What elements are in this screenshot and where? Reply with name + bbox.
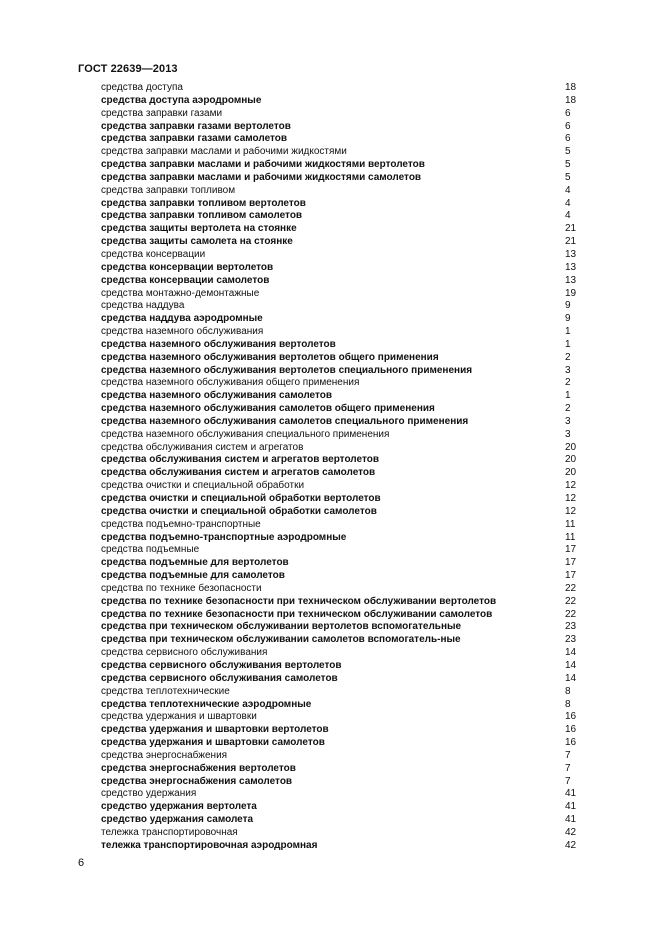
index-term: средства подъемно-транспортные аэродромные	[101, 531, 347, 543]
index-entry	[101, 480, 581, 493]
index-page-ref: 4	[565, 197, 571, 209]
index-term: средства заправки топливом самолетов	[101, 210, 303, 222]
index-page-ref: 16	[565, 737, 577, 749]
index-term: средства заправки маслами и рабочими жидкостями вертолетов	[101, 159, 425, 171]
index-term: средства подъемные для самолетов	[101, 570, 285, 582]
index-entry	[101, 634, 581, 647]
index-entry	[101, 159, 581, 172]
index-entry	[101, 467, 581, 480]
index-term: средства консервации самолетов	[101, 274, 270, 286]
index-entry	[101, 493, 581, 506]
index-entry	[101, 544, 581, 557]
index-page-ref: 7	[565, 749, 571, 761]
index-entry	[101, 288, 581, 301]
index-entry	[101, 210, 581, 223]
index-entry	[101, 429, 581, 442]
index-page-ref: 41	[565, 788, 577, 800]
index-entry	[101, 121, 581, 134]
index-entry	[101, 300, 581, 313]
index-entry	[101, 840, 581, 853]
index-entry	[101, 249, 581, 262]
index-entry	[101, 801, 581, 814]
index-term: средства наземного обслуживания вертолетов общего применения	[101, 351, 439, 363]
index-entry	[101, 172, 581, 185]
index-term: средства консервации вертолетов	[101, 261, 274, 273]
index-term: средства сервисного обслуживания	[101, 647, 268, 659]
index-entry	[101, 416, 581, 429]
index-entry	[101, 352, 581, 365]
index-page-ref: 14	[565, 672, 577, 684]
index-page-ref: 23	[565, 621, 577, 633]
index-term: средства теплотехнические аэродромные	[101, 698, 312, 710]
index-page-ref: 19	[565, 287, 577, 299]
index-entry	[101, 262, 581, 275]
index-term: средство удержания самолета	[101, 814, 254, 826]
document-header: ГОСТ 22639—2013	[78, 63, 178, 75]
index-term: средства удержания и швартовки вертолетов	[101, 724, 329, 736]
index-page-ref: 3	[565, 415, 571, 427]
index-term: средства подъемные для вертолетов	[101, 557, 289, 569]
index-entry	[101, 95, 581, 108]
index-term: средства сервисного обслуживания вертолетов	[101, 659, 342, 671]
index-entry	[101, 647, 581, 660]
index-entry	[101, 737, 581, 750]
index-page-ref: 42	[565, 839, 577, 851]
index-page-ref: 4	[565, 210, 571, 222]
index-term: средства монтажно-демонтажные	[101, 287, 260, 299]
index-term: средства доступа аэродромные	[101, 94, 262, 106]
index-page-ref: 12	[565, 493, 577, 504]
index-page-ref: 22	[565, 595, 577, 607]
index-entry	[101, 198, 581, 211]
index-term: средства заправки топливом вертолетов	[101, 197, 306, 209]
index-entry	[101, 583, 581, 596]
index-term: средства заправки газами	[101, 107, 223, 119]
index-page-ref: 21	[565, 236, 577, 248]
index-page-ref: 21	[565, 223, 577, 235]
index-page-ref: 6	[565, 120, 571, 132]
index-page-ref: 5	[565, 171, 571, 183]
index-page-ref: 14	[565, 659, 577, 671]
index-page-ref: 16	[565, 711, 577, 723]
index-term: средства очистки и специальной обработки самолетов	[101, 505, 377, 517]
index-term: средства заправки маслами и рабочими жидкостями самолетов	[101, 171, 422, 183]
index-entry	[101, 596, 581, 609]
index-entry	[101, 223, 581, 236]
index-page-ref: 9	[565, 313, 571, 325]
index-entry	[101, 403, 581, 416]
index-entry	[101, 724, 581, 737]
index-page-ref: 18	[565, 94, 577, 106]
index-page-ref: 22	[565, 608, 577, 620]
index-page-ref: 12	[565, 480, 577, 492]
index-entry	[101, 660, 581, 673]
index-entry	[101, 365, 581, 378]
index-page-ref: 20	[565, 467, 577, 479]
index-entry	[101, 82, 581, 95]
index-term: средства защиты самолета на стоянке	[101, 236, 293, 248]
index-term: средства подъемно-транспортные	[101, 518, 261, 530]
index-term: средства удержания и швартовки самолетов	[101, 737, 325, 749]
index-term: средства заправки маслами и рабочими жидкостями	[101, 146, 347, 158]
index-term: средства наземного обслуживания самолетов специального применения	[101, 415, 469, 427]
index-page-ref: 13	[565, 248, 577, 260]
index-page-ref: 22	[565, 582, 577, 594]
index-term: средство удержания вертолета	[101, 801, 257, 813]
index-entry	[101, 326, 581, 339]
index-entry	[101, 313, 581, 326]
index-entry	[101, 557, 581, 570]
index-term: средства при техническом обслуживании самолетов вспомогатель-ные	[101, 634, 461, 646]
index-entry	[101, 776, 581, 789]
index-entry	[101, 236, 581, 249]
index-page-ref: 9	[565, 300, 571, 312]
index-entry	[101, 827, 581, 840]
index-entry	[101, 133, 581, 146]
index-page-ref: 13	[565, 274, 577, 286]
index-term: средства наддува	[101, 300, 185, 312]
index-term: средства наземного обслуживания самолетов	[101, 390, 332, 402]
alphabetical-index	[101, 82, 581, 853]
index-term: средства удержания и швартовки	[101, 711, 257, 723]
index-term: средства наземного обслуживания вертолетов специального применения	[101, 364, 473, 376]
index-page-ref: 1	[565, 326, 571, 338]
index-page-ref: 17	[565, 557, 577, 569]
index-page-ref: 13	[565, 261, 577, 273]
index-entry	[101, 339, 581, 352]
index-page-ref: 8	[565, 698, 571, 710]
index-term: средства наземного обслуживания самолетов общего применения	[101, 403, 435, 415]
index-term: средства очистки и специальной обработки вертолетов	[101, 493, 381, 504]
index-entry	[101, 108, 581, 121]
index-page-ref: 41	[565, 814, 577, 826]
index-page-ref: 20	[565, 441, 577, 453]
index-page-ref: 7	[565, 775, 571, 787]
index-term: средства сервисного обслуживания самолетов	[101, 672, 338, 684]
index-page-ref: 17	[565, 570, 577, 582]
index-term: средства обслуживания систем и агрегатов самолетов	[101, 467, 376, 479]
index-page-ref: 17	[565, 544, 577, 556]
index-entry	[101, 814, 581, 827]
index-term: средства заправки топливом	[101, 184, 236, 196]
index-term: средства наземного обслуживания	[101, 326, 264, 338]
index-term: средства энергоснабжения	[101, 749, 228, 761]
index-term: средства обслуживания систем и агрегатов вертолетов	[101, 454, 379, 466]
index-term: средства обслуживания систем и агрегатов	[101, 441, 304, 453]
index-entry	[101, 763, 581, 776]
index-page-ref: 41	[565, 801, 577, 813]
index-term: средства консервации	[101, 248, 206, 260]
index-page-ref: 8	[565, 685, 571, 697]
index-entry	[101, 570, 581, 583]
index-entry	[101, 454, 581, 467]
index-entry	[101, 750, 581, 763]
index-page-ref: 7	[565, 762, 571, 774]
index-term: средства наддува аэродромные	[101, 313, 263, 325]
index-page-ref: 2	[565, 403, 571, 415]
index-term: средства подъемные	[101, 544, 200, 556]
index-term: средства наземного обслуживания специального применения	[101, 428, 390, 440]
index-entry	[101, 788, 581, 801]
index-page-ref: 42	[565, 826, 577, 838]
index-entry	[101, 275, 581, 288]
index-term: средства наземного обслуживания вертолетов	[101, 338, 336, 350]
index-term: средства по технике безопасности при техническом обслуживании самолетов	[101, 608, 493, 620]
index-term: средства энергоснабжения вертолетов	[101, 762, 296, 774]
index-entry	[101, 442, 581, 455]
index-term: средства наземного обслуживания общего применения	[101, 377, 360, 389]
index-term: средства при техническом обслуживании вертолетов вспомогательные	[101, 621, 462, 633]
index-page-ref: 3	[565, 428, 571, 440]
index-entry	[101, 377, 581, 390]
index-entry	[101, 686, 581, 699]
index-entry	[101, 699, 581, 712]
index-entry	[101, 673, 581, 686]
index-page-ref: 23	[565, 634, 577, 646]
index-term: средства теплотехнические	[101, 685, 230, 697]
index-term: средства энергоснабжения самолетов	[101, 775, 293, 787]
index-page-ref: 11	[565, 531, 576, 543]
index-term: средства очистки и специальной обработки	[101, 480, 305, 492]
index-entry	[101, 146, 581, 159]
page-number: 6	[78, 857, 85, 869]
index-page-ref: 2	[565, 377, 571, 389]
index-entry	[101, 506, 581, 519]
index-page-ref: 16	[565, 724, 577, 736]
index-term: средства доступа	[101, 82, 183, 93]
index-term: средство удержания	[101, 788, 197, 800]
index-term: средства по технике безопасности при техническом обслуживании вертолетов	[101, 595, 497, 607]
index-page-ref: 5	[565, 146, 571, 158]
index-page-ref: 4	[565, 184, 571, 196]
index-term: тележка транспортировочная	[101, 826, 238, 838]
index-page-ref: 6	[565, 107, 571, 119]
index-page-ref: 1	[565, 338, 571, 350]
index-page-ref: 18	[565, 82, 577, 93]
index-term: средства заправки газами самолетов	[101, 133, 288, 145]
index-entry	[101, 185, 581, 198]
index-term: тележка транспортировочная аэродромная	[101, 839, 318, 851]
index-entry	[101, 532, 581, 545]
index-page-ref: 14	[565, 647, 577, 659]
index-page-ref: 2	[565, 351, 571, 363]
index-entry	[101, 711, 581, 724]
index-page-ref: 6	[565, 133, 571, 145]
index-page-ref: 5	[565, 159, 571, 171]
index-entry	[101, 609, 581, 622]
index-entry	[101, 621, 581, 634]
index-entry	[101, 519, 581, 532]
index-entry	[101, 390, 581, 403]
index-page-ref: 1	[565, 390, 571, 402]
index-page-ref: 12	[565, 505, 577, 517]
index-page-ref: 3	[565, 364, 571, 376]
index-term: средства заправки газами вертолетов	[101, 120, 291, 132]
index-term: средства по технике безопасности	[101, 582, 262, 594]
index-page-ref: 20	[565, 454, 577, 466]
index-term: средства защиты вертолета на стоянке	[101, 223, 297, 235]
index-page-ref: 11	[565, 518, 576, 530]
